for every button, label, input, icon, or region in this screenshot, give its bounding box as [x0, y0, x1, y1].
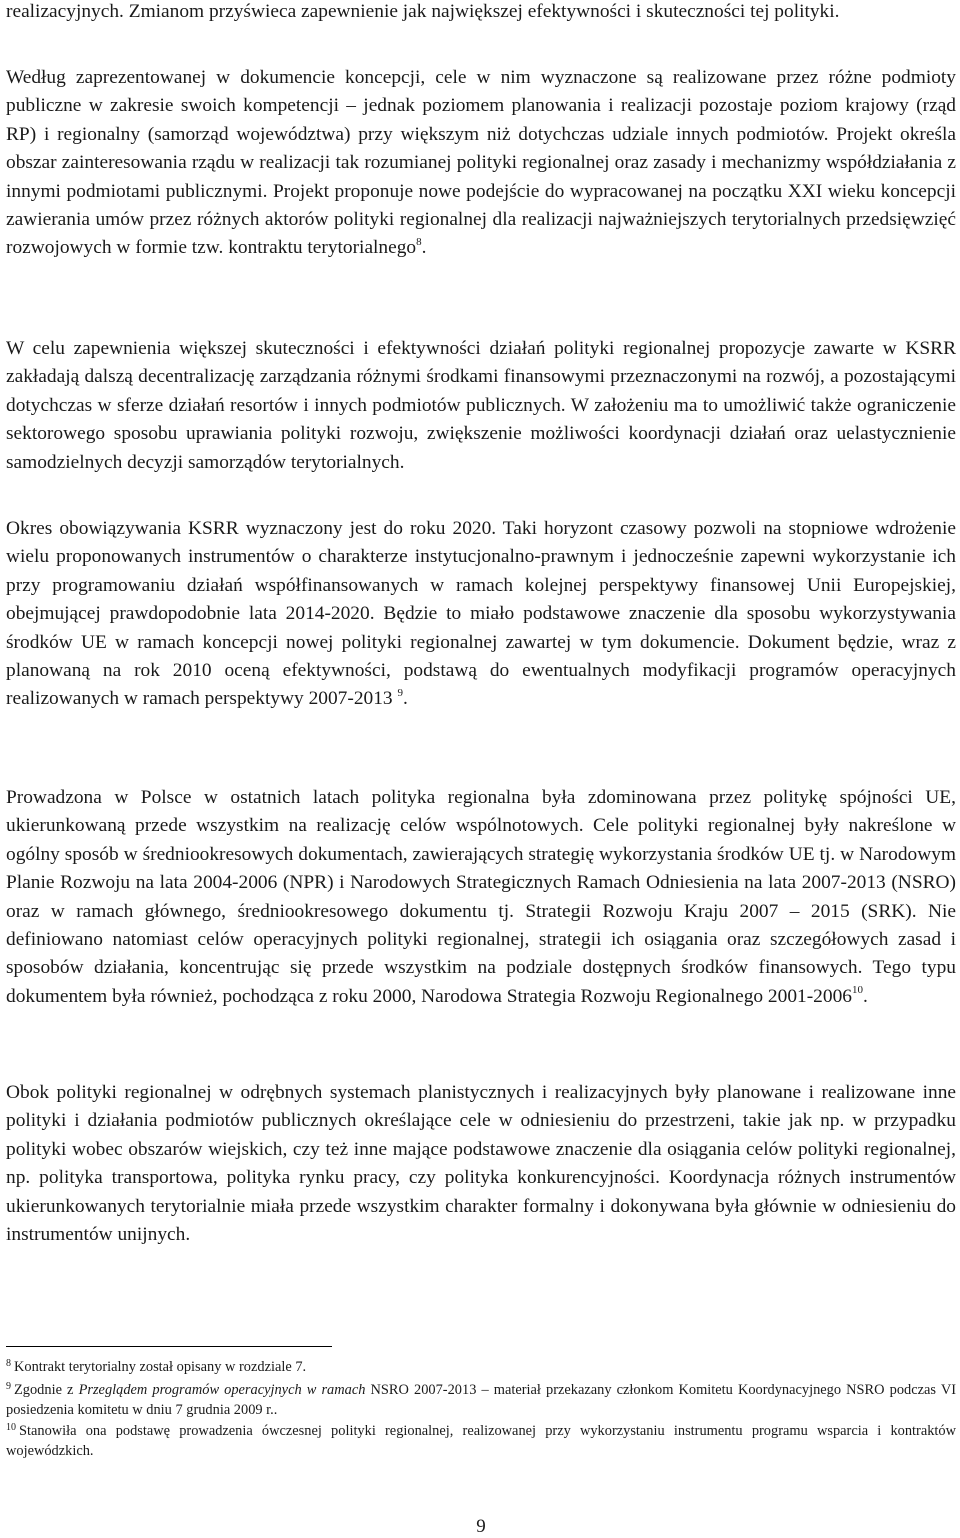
footnote-number: 10: [6, 1422, 16, 1433]
footnote-text: Kontrakt terytorialny został opisany w rozdziale 7.: [14, 1359, 307, 1375]
paragraph-text: realizacyjnych. Zmianom przyświeca zapewnienie jak największej efektywności i skuteczności tej polityki.: [6, 1, 840, 22]
page-number: 9: [476, 1516, 486, 1537]
footnote-8: [6, 1358, 956, 1378]
footnote-number: 9: [6, 1381, 11, 1392]
paragraph-end: .: [862, 985, 868, 1007]
footnote-italic-title: Przeglądem programów operacyjnych w ramach: [78, 1382, 366, 1398]
paragraph-text: W celu zapewnienia większej skuteczności i efektywności działań polityki regionalnej propozycje zawarte w KSRR zakładają dalszą decentralizację zarządzania różnymi środkami finansowymi przeznaczonymi na rozwój, a pozostającymi dotychczas w sferze działań resortów i innych podmiotów publicznych. W założeniu ma to umożliwić także ograniczenie sektorowego sposobu uprawiania polityki rozwoju, zwiększenie możliwości koordynacji działań oraz uelastycznienie samodzielnych decyzji samorządów terytorialnych.: [6, 338, 956, 473]
footnote-10: [6, 1422, 956, 1460]
paragraph-end: .: [421, 237, 427, 259]
paragraph-period: [6, 515, 956, 714]
footnote-ref-10: 10: [851, 984, 863, 997]
footnote-text: Zgodnie z: [14, 1382, 79, 1398]
footnote-9: [6, 1381, 956, 1419]
paragraph-text: Obok polityki regionalnej w odrębnych systemach planistycznych i realizacyjnych były planowane i realizowane inne polityki i działania podmiotów publicznych określające cele w odniesieniu do przestrzeni, takie jak np. w przypadku polityki wobec obszarów wiejskich, czy też inne mające podstawowe znaczenie dla osiągania celów polityki regionalnej, np. polityka transportowa, polityka rynku pracy, czy polityka konkurencyjności. Koordynacja różnych instrumentów ukierunkowanych terytorialnie miała przede wszystkim charakter formalny i dokonywana była głównie w odniesieniu do instrumentów unijnych.: [6, 1082, 956, 1246]
paragraph-concept: [6, 64, 956, 263]
footnote-separator: [6, 1346, 332, 1347]
footnote-text: Stanowiła ona podstawę prowadzenia ówczesnej polityki regionalnej, realizowanej przy wykorzystaniu instrumentu programu wsparcia i kontraktów wojewódzkich.: [6, 1423, 956, 1459]
footnote-number: 8: [6, 1358, 11, 1369]
paragraph-text: Według zaprezentowanej w dokumencie koncepcji, cele w nim wyznaczone są realizowane przez różne podmioty publiczne w zakresie swoich kompetencji – jednak poziomem planowania i realizacji pozostaje poziom krajowy (rząd RP) i regionalny (samorząd województwa) przy większym niż dotychczas udziale innych podmiotów. Projekt określa obszar zainteresowania rządu w realizacji tak rozumianej polityki regionalnej oraz zasady i mechanizmy współdziałania z innymi podmiotami publicznymi. Projekt proponuje nowe podejście do wypracowanej na początku XXI wieku koncepcji zawierania umów przez różnych aktorów polityki regionalnej dla realizacji najważniejszych terytorialnych przedsięwzięć rozwojowych w formie tzw. kontraktu terytorialnego: [6, 67, 956, 259]
paragraph-other-policies: [6, 1079, 956, 1249]
paragraph-text: Okres obowiązywania KSRR wyznaczony jest do roku 2020. Taki horyzont czasowy pozwoli na stopniowe wdrożenie wielu proponowanych instrumentów o charakterze instytucjonalno-prawnym i jednocześnie zapewni wykorzystanie ich przy programowaniu działań współfinansowanych w ramach kolejnej perspektywy finansowej Unii Europejskiej, obejmującej prawdopodobnie lata 2014-2020. Będzie to miało podstawowe znaczenie dla sposobu wykorzystywania środków UE w ramach koncepcji nowej polityki regionalnej zawartej w tym dokumencie. Dokument będzie, wraz z planowaną na rok 2010 oceną efektywności, podstawą do ewentualnych modyfikacji programów operacyjnych realizowanych w ramach perspektywy 2007-2013: [6, 518, 956, 710]
footnote-ref-9: 9: [397, 686, 403, 699]
paragraph-decentralization: [6, 335, 956, 477]
paragraph-end: .: [402, 688, 408, 710]
paragraph-text: Prowadzona w Polsce w ostatnich latach polityka regionalna była zdominowana przez politykę spójności UE, ukierunkowaną przede wszystkim na realizację celów wspólnotowych. Cele polityki regionalnej były nakreślone w ogólny sposób w średniookresowych dokumentach, zawierających strategię wykorzystania środków UE tj. w Narodowym Planie Rozwoju na lata 2004-2006 (NPR) i Narodowych Strategicznych Ramach Odniesienia na lata 2007-2013 (NSRO) oraz w ramach głównego, średniookresowego dokumentu tj. Strategii Rozwoju Kraju 2007 – 2015 (SRK). Nie definiowano natomiast celów operacyjnych polityki regionalnej, strategii ich osiągania oraz szczegółowych zasad i sposobów działania, koncentrując się przede wszystkim na podziale dostępnych środków finansowych. Tego typu dokumentem była również, pochodząca z roku 2000, Narodowa Strategia Rozwoju Regionalnego 2001-2006: [6, 787, 956, 1007]
footnotes: [6, 1358, 956, 1463]
paragraph-continuation: [6, 0, 956, 26]
paragraph-cohesion-policy: [6, 784, 956, 1011]
footnote-ref-8: 8: [416, 235, 422, 248]
footnote-text: NSRO 2007-2013 – materiał przekazany członkom Komitetu Koordynacyjnego NSRO podczas VI posiedzenia komitetu w dniu 7 grudnia 2009 r..: [6, 1382, 957, 1418]
